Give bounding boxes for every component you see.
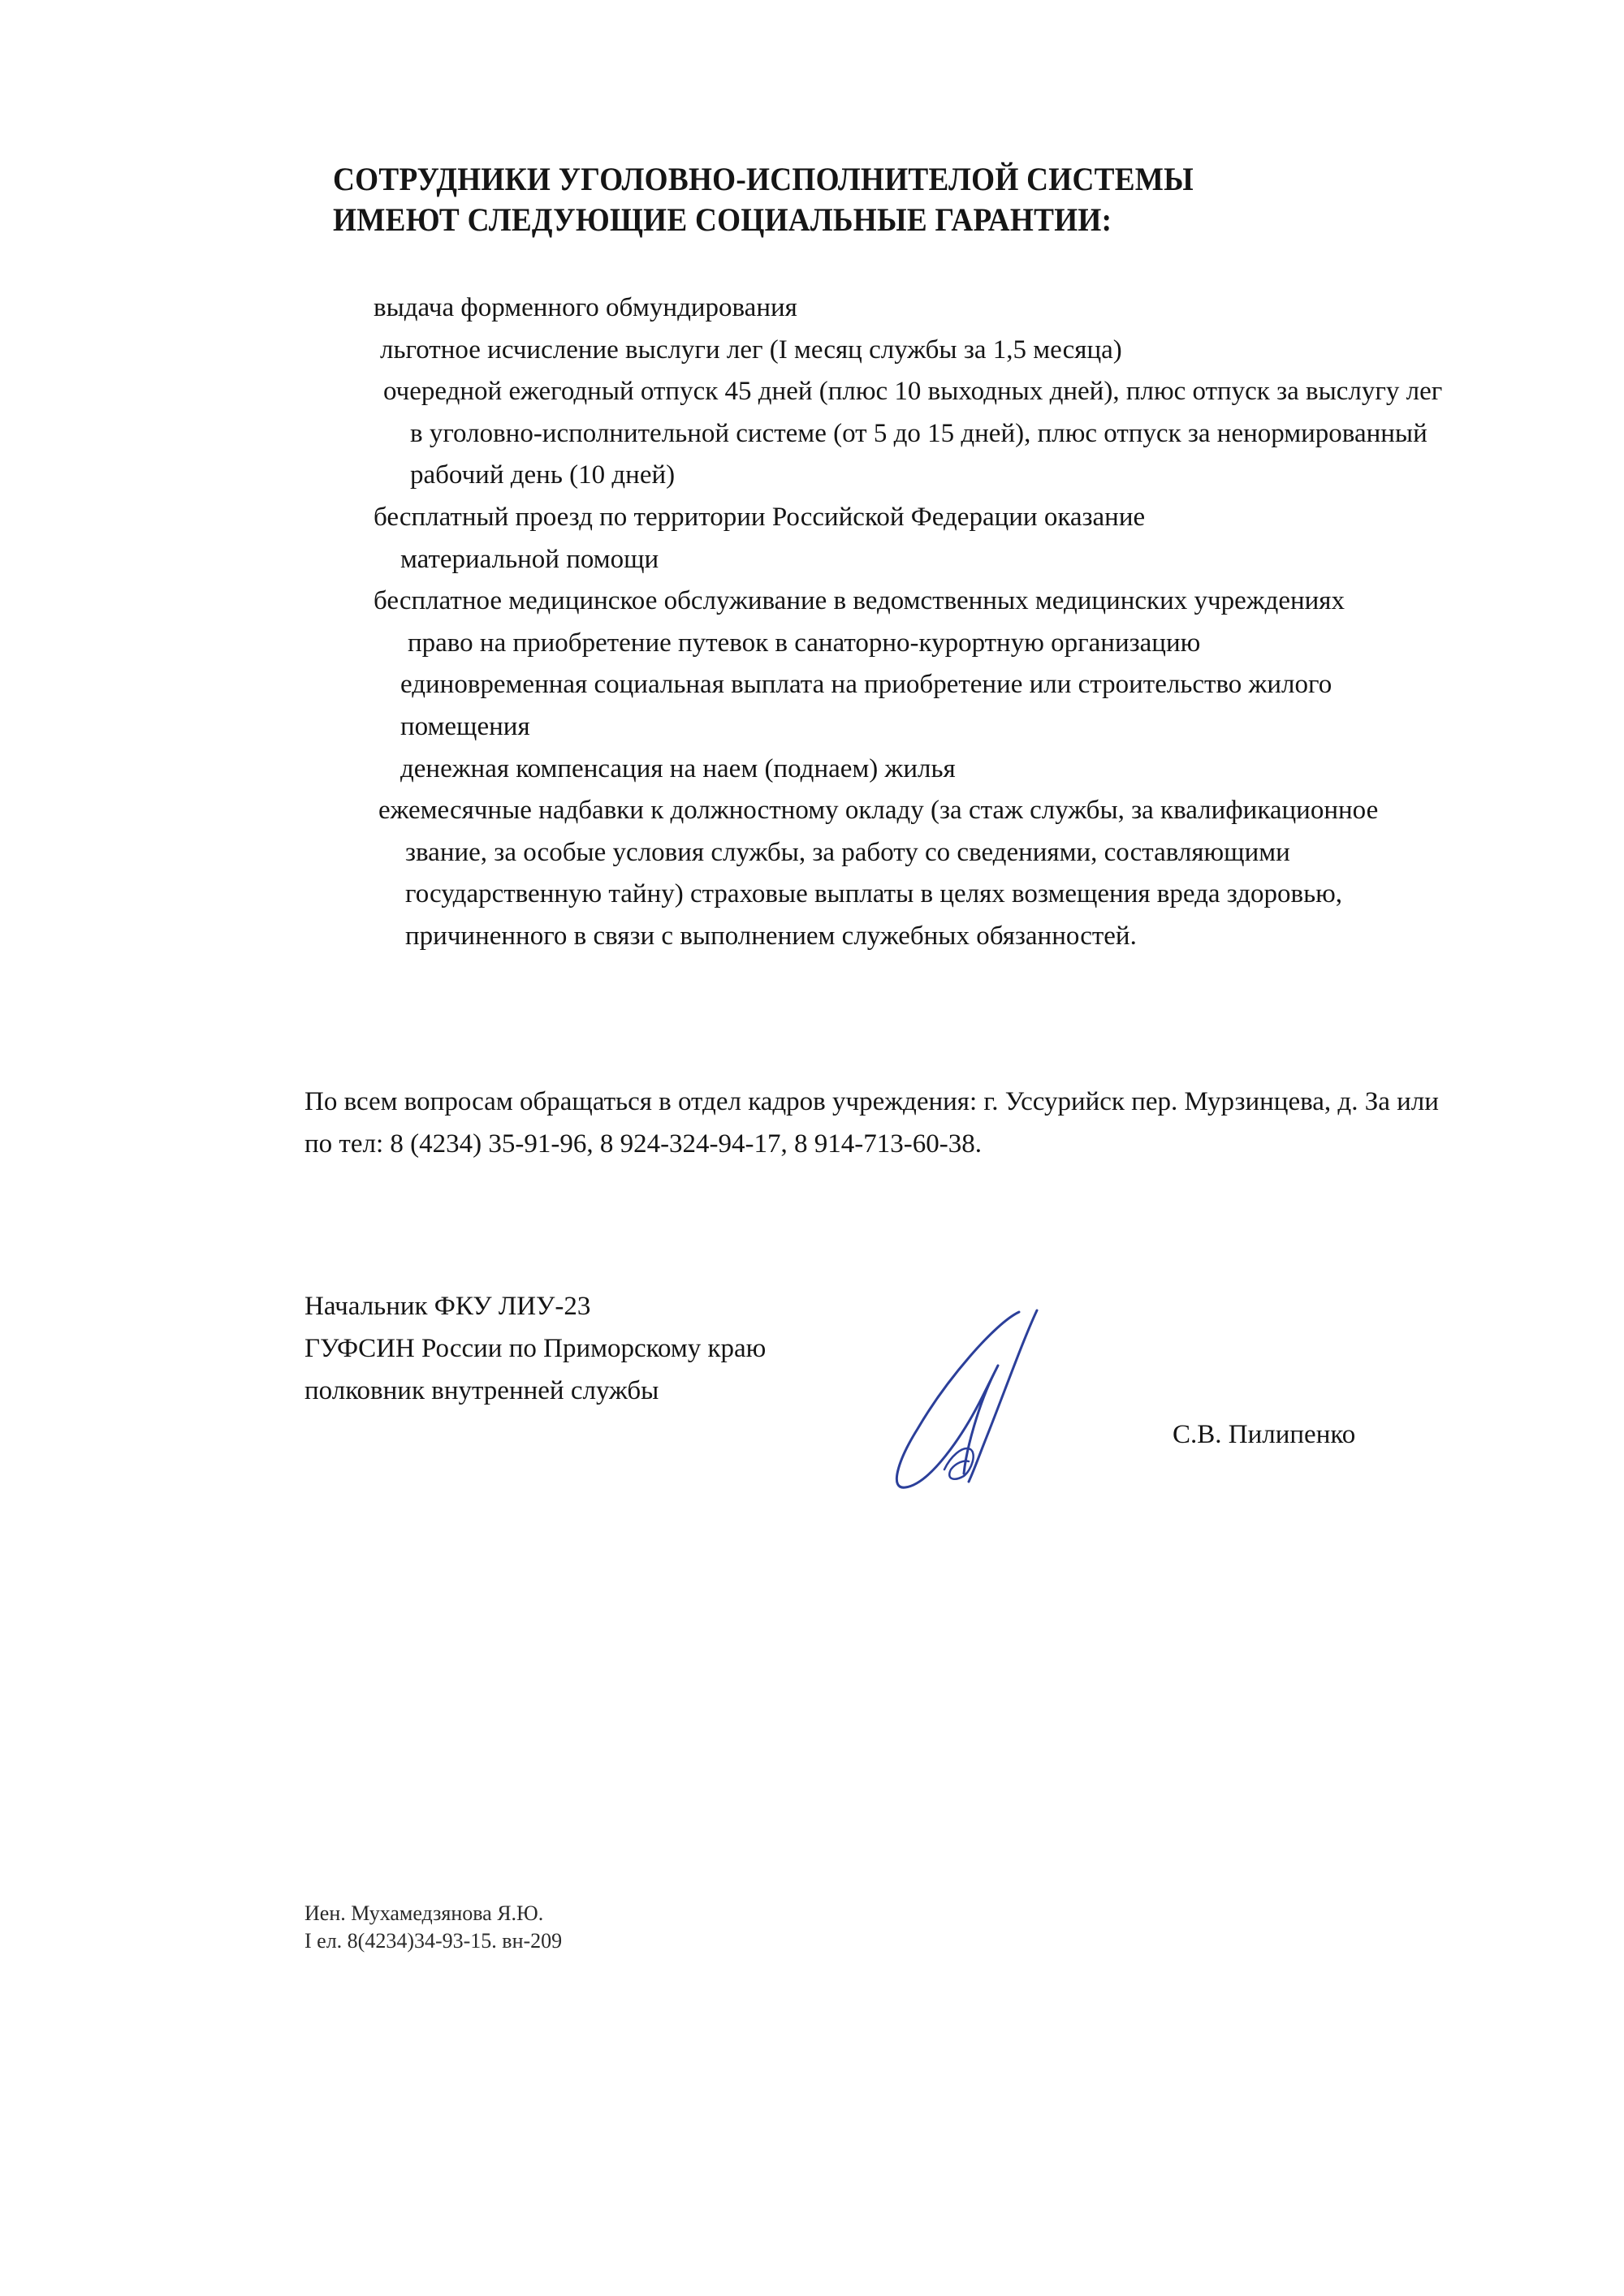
signer-name: С.В. Пилипенко	[1173, 1420, 1356, 1449]
signer-block	[304, 1285, 873, 1412]
guarantees-list	[374, 287, 1478, 958]
guarantee-item: денежная компенсация на наем (поднаем) жилья	[400, 753, 956, 783]
contact-paragraph: По всем вопросам обращаться в отдел кадров учреждения: г. Уссурийск пер. Мурзинцева, д. За или по тел: 8 (4234) 35-91-96, 8 924-324-94-17, 8 914-713-60-38.	[304, 1087, 1439, 1159]
guarantee-item: очередной ежегодный отпуск 45 дней (плюс 10 выходных дней), плюс отпуск за выслугу лег в уголовно-исполнительной системе (от 5 до 15 дней), плюс отпуск за ненормированный рабочий день (10 дней)	[383, 377, 1443, 490]
handwritten-signature	[873, 1307, 1043, 1494]
guarantee-item: право на приобретение путевок в санаторно-курортную организацию	[408, 628, 1201, 658]
heading-line-2: ИМЕЮТ СЛЕДУЮЩИЕ СОЦИАЛЬНЫЕ ГАРАНТИИ:	[333, 201, 1112, 238]
guarantee-item: ежемесячные надбавки к должностному окладу (за стаж службы, за квалификационное звание, за особые условия службы, за работу со сведениями, составляющими государственную тайну) страховые выплаты в целях возмещения вреда здоровью, причиненного в связи с выполнением служебных обязанностей.	[378, 796, 1379, 951]
signer-organization: ГУФСИН России по Приморскому краю	[304, 1334, 767, 1363]
footer-executor-name: Иен. Мухамедзянова Я.Ю.	[304, 1901, 544, 1925]
heading-line-1: СОТРУДНИКИ УГОЛОВНО-ИСПОЛНИТЕЛОЙ СИСТЕМЫ	[333, 161, 1194, 197]
signer-position: Начальник ФКУ ЛИУ-23	[304, 1292, 591, 1321]
guarantee-item: льготное исчисление выслуги лег (I месяц службы за 1,5 месяца)	[380, 334, 1122, 365]
guarantee-item: бесплатный проезд по территории Российской Федерации оказание материальной помощи	[374, 502, 1146, 574]
signer-rank: полковник внутренней службы	[304, 1376, 659, 1405]
guarantee-item: единовременная социальная выплата на приобретение или строительство жилого помещения	[400, 670, 1332, 741]
footer-executor	[304, 1900, 873, 1955]
guarantee-item: бесплатное медицинское обслуживание в ведомственных медицинских учреждениях	[374, 586, 1345, 616]
document-heading	[333, 159, 1315, 240]
guarantee-item: выдача форменного обмундирования	[374, 293, 797, 322]
footer-executor-phone: I ел. 8(4234)34-93-15. вн-209	[304, 1929, 563, 1953]
